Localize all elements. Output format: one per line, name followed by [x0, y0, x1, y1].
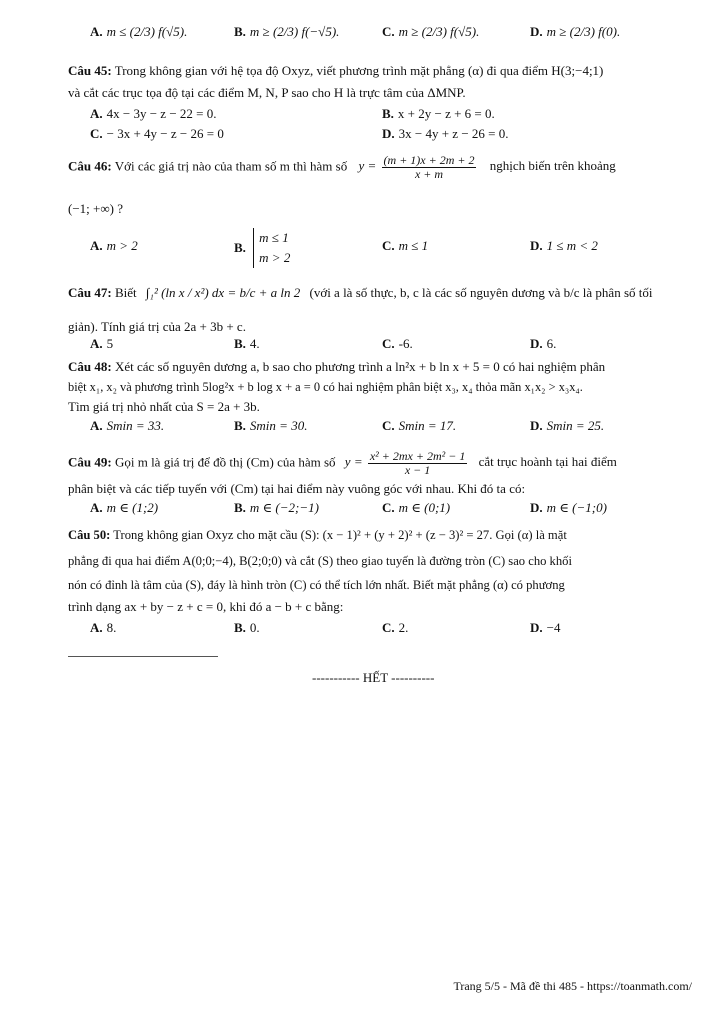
q49-label: Câu 49: [68, 454, 112, 470]
q48-option-d: D. Smin = 25. [530, 418, 605, 433]
q47-integral: ∫₁² (ln x / x²) dx = b/c + a ln 2 [145, 285, 301, 300]
q49-stem-line1: Câu 49: Gọi m là giá trị để đồ thị (Cm) của hàm số y = $\frac{\text{x² + 2mx + 2m² − 1}}{x - 1}$ cắt trục hoành tại hai điểm [68, 449, 617, 477]
q50-stem-line2: phẳng đi qua hai điểm A(0;0;−4), B(2;0;0) và cắt (S) theo giao tuyến là đường tròn (C) sao cho khối [68, 554, 572, 568]
q48-option-b: B. Smin = 30. [234, 418, 308, 433]
q50-options [68, 618, 692, 640]
q50-option-a: A. 8. [90, 620, 117, 635]
q46-function-fraction: $\frac{(m + 1)x + 2m + 2}{x + m}$ [383, 153, 475, 181]
q46-stem-line2: (−1; +∞) ? [68, 201, 123, 216]
q50-option-b: B. 0. [234, 620, 260, 635]
page-footer: Trang 5/5 - Mã đề thi 485 - https://toanmath.com/ [453, 979, 692, 993]
q50-option-c: C. 2. [382, 620, 409, 635]
q44-option-b: B. m ≥ (2/3) f(−√5). [234, 24, 340, 39]
q48-option-a: A. Smin = 33. [90, 418, 165, 433]
q50-stem-line1: Câu 50: Trong không gian Oxyz cho mặt cầu (S): (x − 1)² + (y + 2)² + (z − 3)² = 27. Gọi (α) là mặt [68, 528, 567, 542]
q48-options [68, 416, 692, 438]
q44-option-c: C. m ≥ (2/3) f(√5). [382, 24, 480, 39]
q50-stem-line4: trình dạng ax + by − z + c = 0, khi đó a − b + c bằng: [68, 599, 344, 614]
q50-stem-line3: nón có đỉnh là tâm của (S), đáy là hình tròn (C) có thể tích lớn nhất. Biết mặt phẳng (α) có phương [68, 578, 565, 592]
q45-option-c: C. − 3x + 4y − z − 26 = 0 [90, 126, 224, 141]
q46-option-d: D. 1 ≤ m < 2 [530, 238, 598, 253]
q45-options-row2 [68, 124, 692, 146]
q47-option-b: B. 4. [234, 336, 260, 351]
q46-stem-line1: Câu 46: Với các giá trị nào của tham số m thì hàm số y = $\frac{(m + 1)x + 2m + 2}{x + m}$ nghịch biến trên khoảng [68, 153, 616, 181]
q49-function-fraction: $\frac{\text{x² + 2mx + 2m² − 1}}{x - 1}$ [369, 449, 466, 477]
q49-options [68, 498, 692, 520]
q49-option-c: C. m ∈ (0;1) [382, 500, 451, 515]
q48-stem-line3: Tìm giá trị nhỏ nhất của S = 2a + 3b. [68, 399, 260, 414]
q47-options [68, 334, 692, 356]
q47-label: Câu 47: [68, 285, 112, 300]
q46-option-a: A. m > 2 [90, 238, 138, 253]
q46-label: Câu 46: [68, 158, 112, 174]
q49-stem-line2: phân biệt và các tiếp tuyến với (Cm) tại hai điểm này vuông góc với nhau. Khi đó ta có: [68, 481, 526, 496]
q47-option-c: C. -6. [382, 336, 413, 351]
q44-option-a: A. m ≤ (2/3) f(√5). [90, 24, 188, 39]
q50-label: Câu 50: [68, 528, 111, 542]
end-marker: ----------- HẾT ---------- [312, 670, 435, 685]
q50-option-d: D. −4 [530, 620, 561, 635]
q45-stem-line2: và cắt các trục tọa độ tại các điểm M, N, P sao cho H là trực tâm của ΔMNP. [68, 85, 466, 100]
q46-option-c: C. m ≤ 1 [382, 238, 429, 253]
q45-option-a: A. 4x − 3y − z − 22 = 0. [90, 106, 217, 121]
q46-option-b: B. m ≤ 1 m > 2 [234, 228, 290, 268]
q49-option-d: D. m ∈ (−1;0) [530, 500, 607, 515]
q49-option-a: A. m ∈ (1;2) [90, 500, 159, 515]
q45-stem-line1: Câu 45: Trong không gian với hệ tọa độ Oxyz, viết phương trình mặt phẳng (α) đi qua điểm H(3;−4;1) [68, 63, 604, 78]
q49-option-b: B. m ∈ (−2;−1) [234, 500, 319, 515]
q47-stem-line2: giản). Tính giá trị của 2a + 3b + c. [68, 319, 246, 334]
q44-option-d: D. m ≥ (2/3) f(0). [530, 24, 621, 39]
q44-options [68, 22, 692, 44]
q48-stem-line2: biệt x₁, x₂ và phương trình 5log²x + b log x + a = 0 có hai nghiệm phân biệt x₃, x₄ thỏa mãn x₁x₂ > x₃x₄. [68, 380, 583, 394]
q45-option-b: B. x + 2y − z + 6 = 0. [382, 106, 495, 121]
q48-option-c: C. Smin = 17. [382, 418, 457, 433]
q47-option-d: D. 6. [530, 336, 557, 351]
q48-stem-line1: Câu 48: Xét các số nguyên dương a, b sao cho phương trình a ln²x + b ln x + 5 = 0 có hai nghiệm phân [68, 359, 606, 374]
q45-options-row1 [68, 104, 692, 126]
q47-stem-line1: Câu 47: Biết ∫₁² (ln x / x²) dx = b/c + a ln 2 (với a là số thực, b, c là các số nguyên dương và b/c là phân số tối [68, 285, 653, 300]
q45-option-d: D. 3x − 4y + z − 26 = 0. [382, 126, 509, 141]
q45-label: Câu 45: [68, 63, 112, 78]
separator-line [68, 656, 218, 657]
q48-label: Câu 48: [68, 359, 112, 374]
q46-options [68, 228, 692, 268]
q47-option-a: A. 5 [90, 336, 114, 351]
q46-option-b-bracket: m ≤ 1 m > 2 [253, 228, 290, 268]
